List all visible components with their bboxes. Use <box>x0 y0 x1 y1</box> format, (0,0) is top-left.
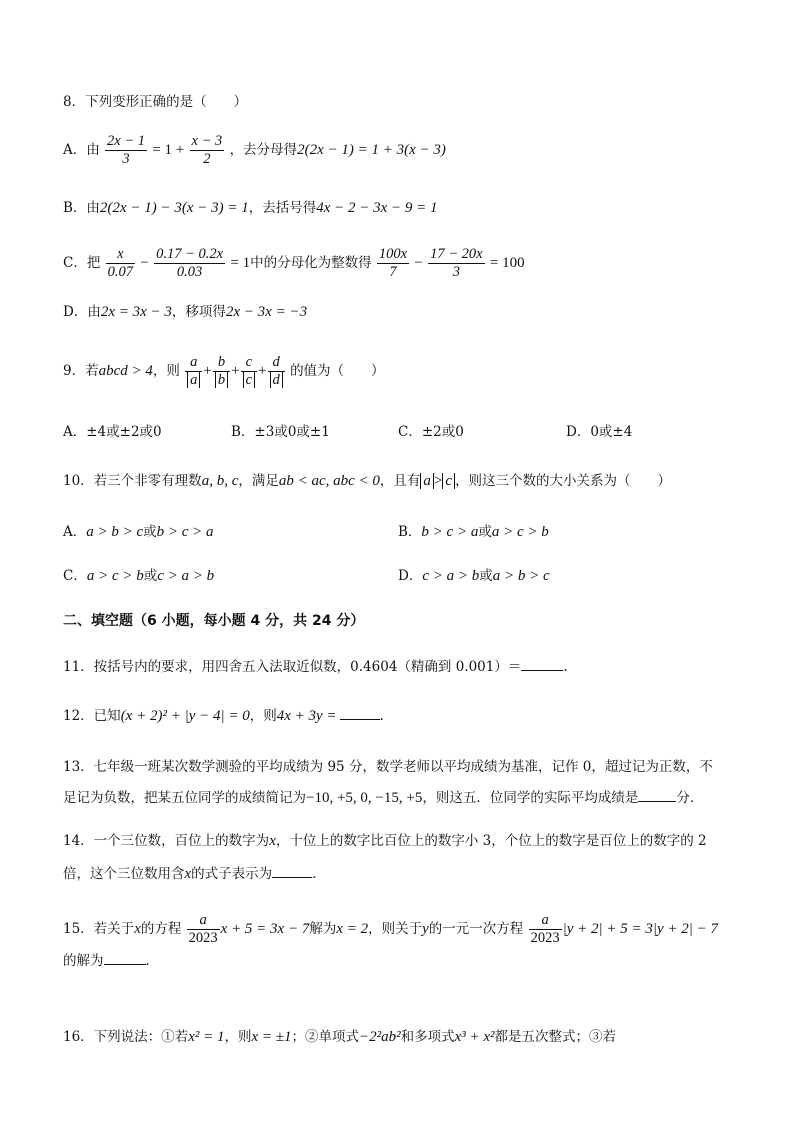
q16-line1 <box>63 1028 734 1046</box>
q10-option-b: B．b > c > a或a > c > b <box>398 524 549 540</box>
q14-line2 <box>63 863 734 883</box>
frac-den: 2023 <box>530 930 560 946</box>
text: 中的分母化为整数得 <box>250 255 372 271</box>
text: ；②单项式 <box>291 1029 359 1045</box>
math: x <box>184 866 192 882</box>
q13-line1: 13．七年级一班某次数学测验的平均成绩为 95 分，数学老师以平均成绩为基准，记作 0，超过记为正数，不 <box>63 759 713 775</box>
q10-option-a: A．a > b > c或b > c > a <box>63 524 214 540</box>
math: 2x = 3x − 3 <box>100 304 172 320</box>
text: ，移项得 <box>171 304 226 320</box>
frac-num: a <box>185 354 202 372</box>
math: 4x − 2 − 3x − 9 = 1 <box>316 200 438 216</box>
fraction <box>187 912 220 947</box>
text: ． <box>145 953 159 969</box>
math: a, b, c <box>201 473 239 489</box>
text: 都是五次整式；③若 <box>494 1029 617 1045</box>
frac-den: 0.07 <box>107 264 134 280</box>
q10-stem <box>63 472 734 490</box>
text: 足记为负数，把某五位同学的成绩简记为 <box>63 790 306 806</box>
fraction <box>268 354 285 389</box>
frac-num: 100x <box>378 246 408 262</box>
q9-option-d: D．0或±4 <box>566 424 633 440</box>
option-label: D．由 <box>63 304 101 320</box>
q11 <box>63 656 734 676</box>
q9-option-c: C．±2或0 <box>398 424 464 440</box>
math: x + 5 = 3x − 7 <box>220 921 310 937</box>
fraction <box>428 246 484 281</box>
text: 16．下列说法：①若 <box>63 1029 189 1045</box>
q9-stem <box>63 354 734 389</box>
frac-num: x <box>106 246 135 264</box>
answer-blank[interactable] <box>272 863 312 878</box>
math: y <box>422 921 429 937</box>
math: 2(2x − 1) = 1 + 3(x − 3) <box>297 142 446 158</box>
text: ，满足 <box>238 473 279 489</box>
math: a <box>420 473 434 489</box>
text: ，则关于 <box>368 921 423 937</box>
frac-num: 17 − 20x <box>430 246 483 262</box>
text: ，去括号得 <box>248 200 317 216</box>
frac-den: 7 <box>389 264 397 280</box>
text: 14．一个三位数，百位上的数字为 <box>63 833 270 849</box>
math: = 100 <box>489 255 525 271</box>
frac-den: a <box>185 372 202 389</box>
frac-num: a <box>529 912 562 930</box>
fraction <box>377 246 409 281</box>
fraction <box>105 133 147 168</box>
text: 10．若三个非零有理数 <box>63 473 202 489</box>
frac-den: 0.03 <box>176 264 203 280</box>
text: 解为 <box>309 921 337 937</box>
q9-option-b: B．±3或0或±1 <box>231 424 330 440</box>
fraction <box>185 354 202 389</box>
q10-option-c: C．a > c > b或c > a > b <box>63 568 215 584</box>
text: ，十位上的数字比百位上的数字小 3，个位上的数字是百位上的数字的 2 <box>275 833 707 849</box>
text: 的解为 <box>63 953 104 969</box>
q12 <box>63 705 734 725</box>
text: 9．若 <box>63 363 99 379</box>
fraction <box>529 912 562 947</box>
frac-den: c <box>241 372 257 389</box>
answer-blank[interactable] <box>340 705 380 720</box>
math: + <box>203 363 212 379</box>
math: x <box>134 921 141 937</box>
math: |y + 2| + 5 = 3|y + 2| − 7 <box>562 921 719 937</box>
text: 15．若关于 <box>63 921 135 937</box>
math: abcd > 4 <box>98 363 153 379</box>
math: x³ + x² <box>454 1029 495 1045</box>
math: − <box>140 255 149 271</box>
text: ，则这三个数的大小关系为（ ） <box>455 473 672 489</box>
math: − <box>414 255 423 271</box>
frac-num: b <box>213 354 230 372</box>
option-label: A．由 <box>63 142 100 158</box>
math: x² = 1 <box>188 1029 225 1045</box>
frac-den: 3 <box>452 264 460 280</box>
text: ，则这五．位同学的实际平均成绩是 <box>422 790 639 806</box>
text: ，则 <box>249 708 277 724</box>
text: 12．已知 <box>63 708 121 724</box>
math: 4x + 3y = <box>276 708 337 724</box>
q8-option-c <box>63 246 734 281</box>
q14-line1 <box>63 832 734 850</box>
math: 2(2x − 1) − 3(x − 3) = 1 <box>99 200 249 216</box>
section-heading: 二、填空题（6 小题，每小题 4 分，共 24 分） <box>63 613 365 629</box>
frac-den: d <box>268 372 285 389</box>
q8-stem <box>63 93 734 111</box>
answer-blank[interactable] <box>638 787 676 802</box>
math: = 1 <box>230 255 251 271</box>
answer-blank[interactable] <box>104 950 146 965</box>
text: ，且有 <box>379 473 421 489</box>
q8-stem-text: 8．下列变形正确的是（ ） <box>63 94 248 110</box>
fraction <box>154 246 225 281</box>
math: x <box>269 833 276 849</box>
math: > <box>433 473 443 489</box>
text: ． <box>312 866 326 882</box>
frac-den: 2 <box>203 151 211 167</box>
fraction <box>106 246 135 281</box>
text: ，去分母得 <box>229 142 298 158</box>
fraction <box>190 133 225 168</box>
frac-num: 0.17 − 0.2x <box>156 246 224 262</box>
math: + <box>231 363 240 379</box>
q15-line1 <box>63 912 734 947</box>
math: = 1 + <box>152 142 185 158</box>
frac-num: d <box>268 354 285 372</box>
q13-line2 <box>63 787 734 807</box>
math: x = ±1 <box>251 1029 292 1045</box>
text: . <box>563 659 568 675</box>
text: 11．按括号内的要求，用四舍五入法取近似数，0.4604（精确到 0.001）＝ <box>63 659 522 675</box>
math: x = 2 <box>336 921 369 937</box>
text: ，则 <box>152 363 180 379</box>
math: −2²ab² <box>358 1029 401 1045</box>
q9-option-a: A．±4或±2或0 <box>63 424 162 440</box>
q8-option-d <box>63 303 734 321</box>
math: ab < ac, abc < 0 <box>278 473 380 489</box>
frac-num: c <box>241 354 257 372</box>
text: 分． <box>676 790 704 806</box>
q8-option-a <box>63 133 734 168</box>
answer-blank[interactable] <box>521 656 563 671</box>
math: 2x − 3x = −3 <box>225 304 308 320</box>
option-label: C．把 <box>63 255 101 271</box>
text: 的一元一次方程 <box>428 921 524 937</box>
frac-den: 3 <box>122 151 130 167</box>
math: −10, +5, 0, −15, +5 <box>306 790 423 806</box>
text: ，则 <box>224 1029 252 1045</box>
frac-den: 2023 <box>188 930 218 946</box>
math: (x + 2)² + |y − 4| = 0 <box>120 708 250 724</box>
q8-option-b <box>63 199 734 217</box>
text: 和多项式 <box>400 1029 455 1045</box>
math: + <box>258 363 267 379</box>
math: c <box>442 473 455 489</box>
text: 的值为（ ） <box>290 363 385 379</box>
fraction <box>241 354 257 389</box>
option-label: B．由 <box>63 200 100 216</box>
text: 的式子表示为 <box>191 866 273 882</box>
text: 的方程 <box>140 921 182 937</box>
q15-line2 <box>63 950 734 970</box>
text: . <box>379 708 384 724</box>
fraction <box>213 354 230 389</box>
frac-num: a <box>187 912 220 930</box>
q10-option-d: D．c > a > b或a > b > c <box>398 568 550 584</box>
text: 倍，这个三位数用含 <box>63 866 185 882</box>
frac-den: b <box>213 372 230 389</box>
frac-num: x − 3 <box>191 133 223 149</box>
frac-num: 2x − 1 <box>107 133 146 149</box>
